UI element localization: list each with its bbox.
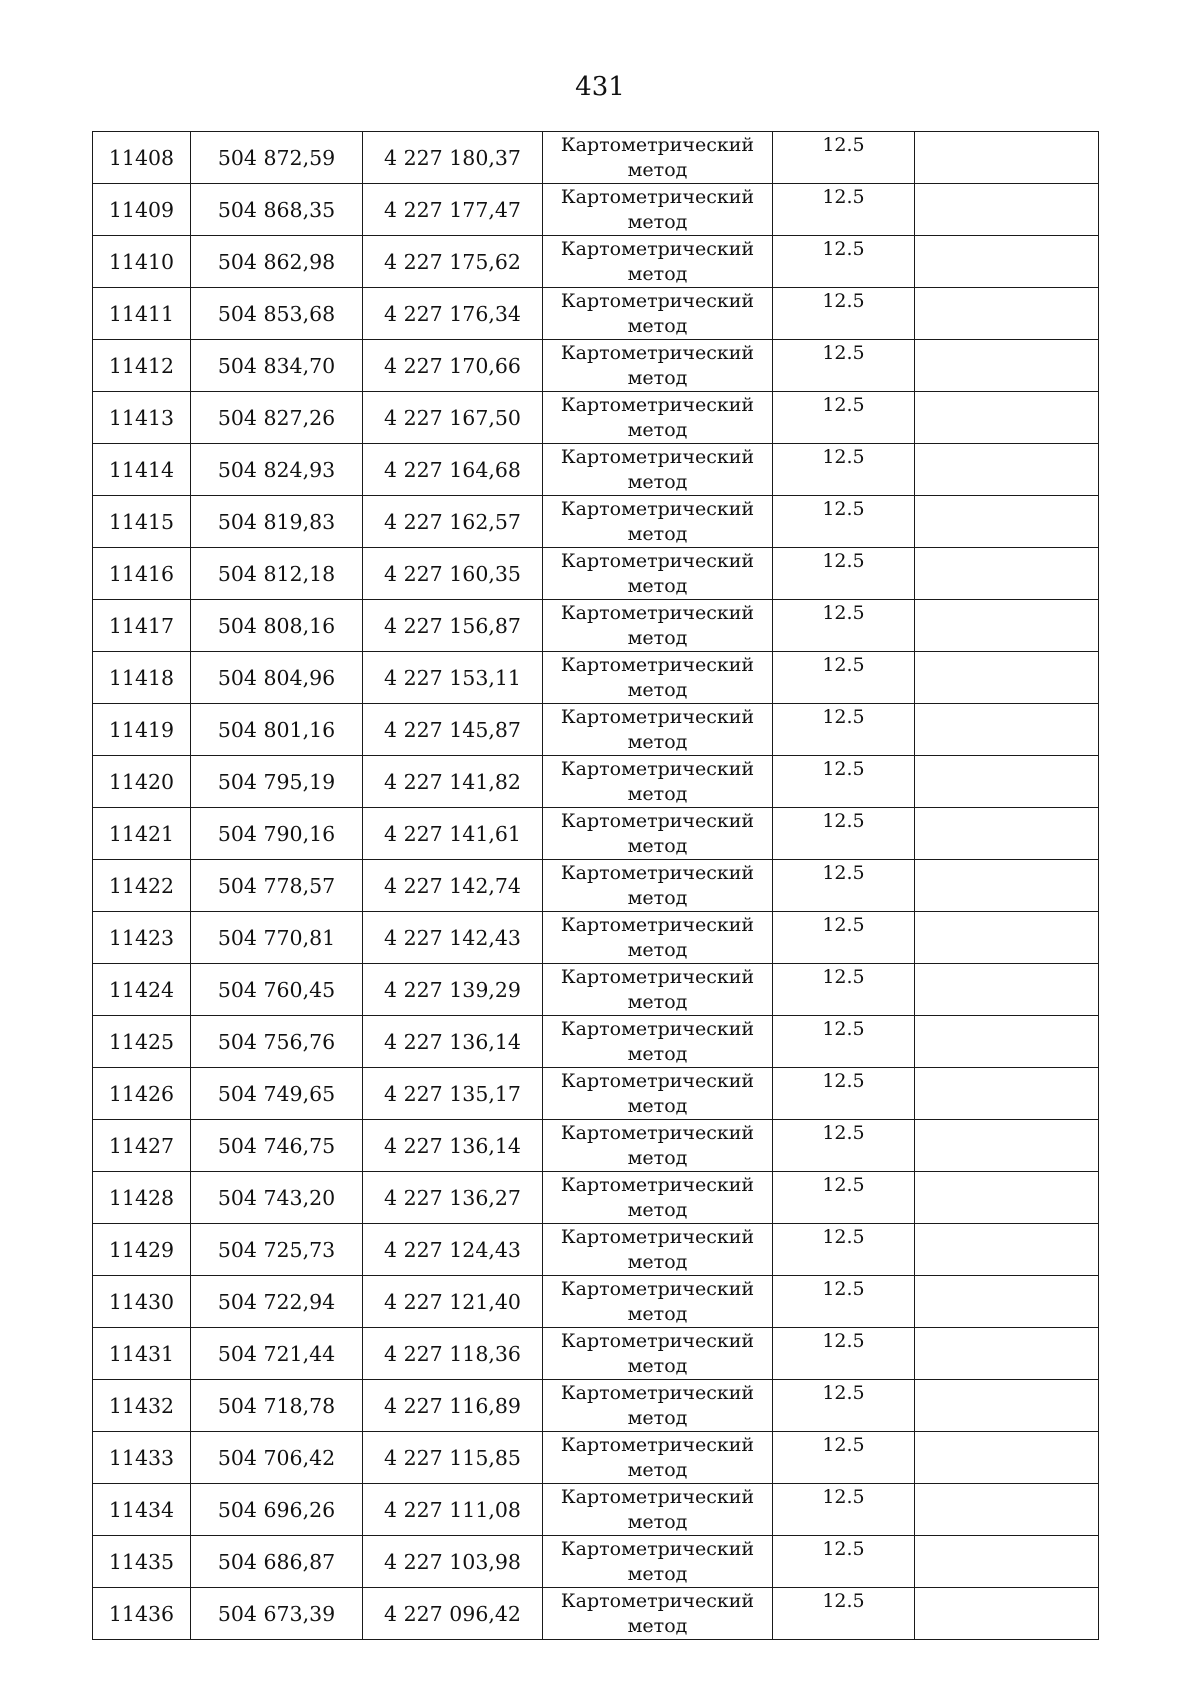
method-text-line: Картометрический bbox=[560, 1174, 755, 1196]
note-cell bbox=[915, 1588, 1099, 1640]
x-coordinate-cell: 504 725,73 bbox=[191, 1224, 363, 1276]
point-number-cell: 11413 bbox=[93, 392, 191, 444]
method-text-line: метод bbox=[627, 523, 688, 545]
method-cell bbox=[543, 1276, 773, 1328]
y-coordinate-cell: 4 227 103,98 bbox=[363, 1536, 543, 1588]
table-row bbox=[93, 1536, 1099, 1588]
accuracy-cell: 12.5 bbox=[773, 1120, 915, 1172]
point-number-cell: 11423 bbox=[93, 912, 191, 964]
method-text-line: метод bbox=[627, 1563, 688, 1585]
point-number-cell: 11432 bbox=[93, 1380, 191, 1432]
method-text-line: метод bbox=[627, 1615, 688, 1637]
table-row bbox=[93, 392, 1099, 444]
point-number-cell: 11428 bbox=[93, 1172, 191, 1224]
y-coordinate-cell: 4 227 180,37 bbox=[363, 132, 543, 184]
method-cell bbox=[543, 652, 773, 704]
method-text-line: Картометрический bbox=[560, 1382, 755, 1404]
x-coordinate-cell: 504 862,98 bbox=[191, 236, 363, 288]
x-coordinate-cell: 504 819,83 bbox=[191, 496, 363, 548]
note-cell bbox=[915, 704, 1099, 756]
table-row bbox=[93, 964, 1099, 1016]
point-number-cell: 11431 bbox=[93, 1328, 191, 1380]
method-text-line: Картометрический bbox=[560, 550, 755, 572]
method-cell bbox=[543, 1172, 773, 1224]
point-number-cell: 11420 bbox=[93, 756, 191, 808]
method-text-line: Картометрический bbox=[560, 810, 755, 832]
method-text-line: Картометрический bbox=[560, 498, 755, 520]
point-number-cell: 11409 bbox=[93, 184, 191, 236]
y-coordinate-cell: 4 227 139,29 bbox=[363, 964, 543, 1016]
point-number-cell: 11416 bbox=[93, 548, 191, 600]
note-cell bbox=[915, 1016, 1099, 1068]
accuracy-cell: 12.5 bbox=[773, 132, 915, 184]
note-cell bbox=[915, 1432, 1099, 1484]
method-cell bbox=[543, 964, 773, 1016]
method-text-line: метод bbox=[627, 1043, 688, 1065]
y-coordinate-cell: 4 227 162,57 bbox=[363, 496, 543, 548]
y-coordinate-cell: 4 227 142,43 bbox=[363, 912, 543, 964]
table-row bbox=[93, 236, 1099, 288]
method-text-line: метод bbox=[627, 991, 688, 1013]
accuracy-cell: 12.5 bbox=[773, 1432, 915, 1484]
note-cell bbox=[915, 236, 1099, 288]
table-row bbox=[93, 1172, 1099, 1224]
note-cell bbox=[915, 1536, 1099, 1588]
method-text-line: метод bbox=[627, 1147, 688, 1169]
accuracy-cell: 12.5 bbox=[773, 1016, 915, 1068]
method-text-line: метод bbox=[627, 783, 688, 805]
accuracy-cell: 12.5 bbox=[773, 808, 915, 860]
method-text-line: Картометрический bbox=[560, 1070, 755, 1092]
method-text-line: Картометрический bbox=[560, 1018, 755, 1040]
point-number-cell: 11434 bbox=[93, 1484, 191, 1536]
note-cell bbox=[915, 1380, 1099, 1432]
y-coordinate-cell: 4 227 164,68 bbox=[363, 444, 543, 496]
note-cell bbox=[915, 1276, 1099, 1328]
table-row bbox=[93, 288, 1099, 340]
method-text-line: Картометрический bbox=[560, 1590, 755, 1612]
method-cell bbox=[543, 392, 773, 444]
note-cell bbox=[915, 340, 1099, 392]
method-text-line: метод bbox=[627, 1251, 688, 1273]
note-cell bbox=[915, 1328, 1099, 1380]
x-coordinate-cell: 504 722,94 bbox=[191, 1276, 363, 1328]
y-coordinate-cell: 4 227 153,11 bbox=[363, 652, 543, 704]
y-coordinate-cell: 4 227 145,87 bbox=[363, 704, 543, 756]
method-text-line: метод bbox=[627, 211, 688, 233]
point-number-cell: 11429 bbox=[93, 1224, 191, 1276]
x-coordinate-cell: 504 872,59 bbox=[191, 132, 363, 184]
method-text-line: Картометрический bbox=[560, 186, 755, 208]
method-cell bbox=[543, 600, 773, 652]
method-text-line: Картометрический bbox=[560, 446, 755, 468]
method-text-line: Картометрический bbox=[560, 1122, 755, 1144]
method-text-line: Картометрический bbox=[560, 1226, 755, 1248]
method-cell bbox=[543, 496, 773, 548]
coordinates-table-body bbox=[93, 132, 1099, 1640]
table-row bbox=[93, 600, 1099, 652]
x-coordinate-cell: 504 746,75 bbox=[191, 1120, 363, 1172]
y-coordinate-cell: 4 227 141,61 bbox=[363, 808, 543, 860]
y-coordinate-cell: 4 227 135,17 bbox=[363, 1068, 543, 1120]
y-coordinate-cell: 4 227 115,85 bbox=[363, 1432, 543, 1484]
x-coordinate-cell: 504 827,26 bbox=[191, 392, 363, 444]
method-text-line: метод bbox=[627, 1199, 688, 1221]
accuracy-cell: 12.5 bbox=[773, 392, 915, 444]
method-cell bbox=[543, 548, 773, 600]
x-coordinate-cell: 504 686,87 bbox=[191, 1536, 363, 1588]
point-number-cell: 11414 bbox=[93, 444, 191, 496]
method-text-line: метод bbox=[627, 835, 688, 857]
accuracy-cell: 12.5 bbox=[773, 236, 915, 288]
method-cell bbox=[543, 704, 773, 756]
table-row bbox=[93, 1224, 1099, 1276]
method-text-line: Картометрический bbox=[560, 342, 755, 364]
method-text-line: метод bbox=[627, 1355, 688, 1377]
method-cell bbox=[543, 1588, 773, 1640]
accuracy-cell: 12.5 bbox=[773, 1224, 915, 1276]
method-text-line: Картометрический bbox=[560, 134, 755, 156]
method-cell bbox=[543, 808, 773, 860]
method-text-line: метод bbox=[627, 575, 688, 597]
y-coordinate-cell: 4 227 142,74 bbox=[363, 860, 543, 912]
method-cell bbox=[543, 132, 773, 184]
x-coordinate-cell: 504 804,96 bbox=[191, 652, 363, 704]
point-number-cell: 11424 bbox=[93, 964, 191, 1016]
point-number-cell: 11421 bbox=[93, 808, 191, 860]
note-cell bbox=[915, 132, 1099, 184]
table-row bbox=[93, 860, 1099, 912]
note-cell bbox=[915, 1484, 1099, 1536]
accuracy-cell: 12.5 bbox=[773, 548, 915, 600]
table-row bbox=[93, 1328, 1099, 1380]
accuracy-cell: 12.5 bbox=[773, 1536, 915, 1588]
method-text-line: Картометрический bbox=[560, 966, 755, 988]
method-cell bbox=[543, 184, 773, 236]
point-number-cell: 11417 bbox=[93, 600, 191, 652]
accuracy-cell: 12.5 bbox=[773, 756, 915, 808]
table-row bbox=[93, 1068, 1099, 1120]
x-coordinate-cell: 504 743,20 bbox=[191, 1172, 363, 1224]
y-coordinate-cell: 4 227 136,27 bbox=[363, 1172, 543, 1224]
y-coordinate-cell: 4 227 096,42 bbox=[363, 1588, 543, 1640]
point-number-cell: 11426 bbox=[93, 1068, 191, 1120]
note-cell bbox=[915, 1120, 1099, 1172]
accuracy-cell: 12.5 bbox=[773, 860, 915, 912]
note-cell bbox=[915, 392, 1099, 444]
method-text-line: метод bbox=[627, 1407, 688, 1429]
point-number-cell: 11435 bbox=[93, 1536, 191, 1588]
method-text-line: Картометрический bbox=[560, 654, 755, 676]
x-coordinate-cell: 504 749,65 bbox=[191, 1068, 363, 1120]
table-row bbox=[93, 704, 1099, 756]
method-text-line: Картометрический bbox=[560, 862, 755, 884]
point-number-cell: 11411 bbox=[93, 288, 191, 340]
x-coordinate-cell: 504 853,68 bbox=[191, 288, 363, 340]
method-text-line: метод bbox=[627, 627, 688, 649]
note-cell bbox=[915, 184, 1099, 236]
accuracy-cell: 12.5 bbox=[773, 600, 915, 652]
note-cell bbox=[915, 912, 1099, 964]
x-coordinate-cell: 504 673,39 bbox=[191, 1588, 363, 1640]
accuracy-cell: 12.5 bbox=[773, 964, 915, 1016]
point-number-cell: 11410 bbox=[93, 236, 191, 288]
x-coordinate-cell: 504 706,42 bbox=[191, 1432, 363, 1484]
method-cell bbox=[543, 288, 773, 340]
method-text-line: метод bbox=[627, 679, 688, 701]
method-cell bbox=[543, 912, 773, 964]
accuracy-cell: 12.5 bbox=[773, 288, 915, 340]
accuracy-cell: 12.5 bbox=[773, 1484, 915, 1536]
method-text-line: Картометрический bbox=[560, 602, 755, 624]
method-cell bbox=[543, 1380, 773, 1432]
x-coordinate-cell: 504 801,16 bbox=[191, 704, 363, 756]
method-text-line: метод bbox=[627, 1459, 688, 1481]
table-row bbox=[93, 1120, 1099, 1172]
method-text-line: метод bbox=[627, 731, 688, 753]
y-coordinate-cell: 4 227 121,40 bbox=[363, 1276, 543, 1328]
note-cell bbox=[915, 860, 1099, 912]
x-coordinate-cell: 504 868,35 bbox=[191, 184, 363, 236]
point-number-cell: 11430 bbox=[93, 1276, 191, 1328]
y-coordinate-cell: 4 227 124,43 bbox=[363, 1224, 543, 1276]
note-cell bbox=[915, 1172, 1099, 1224]
method-cell bbox=[543, 860, 773, 912]
point-number-cell: 11408 bbox=[93, 132, 191, 184]
accuracy-cell: 12.5 bbox=[773, 1588, 915, 1640]
table-row bbox=[93, 132, 1099, 184]
table-row bbox=[93, 808, 1099, 860]
method-cell bbox=[543, 1432, 773, 1484]
x-coordinate-cell: 504 778,57 bbox=[191, 860, 363, 912]
x-coordinate-cell: 504 721,44 bbox=[191, 1328, 363, 1380]
method-text-line: Картометрический bbox=[560, 758, 755, 780]
point-number-cell: 11433 bbox=[93, 1432, 191, 1484]
note-cell bbox=[915, 444, 1099, 496]
x-coordinate-cell: 504 824,93 bbox=[191, 444, 363, 496]
point-number-cell: 11415 bbox=[93, 496, 191, 548]
method-cell bbox=[543, 1224, 773, 1276]
table-row bbox=[93, 1588, 1099, 1640]
table-row bbox=[93, 1016, 1099, 1068]
accuracy-cell: 12.5 bbox=[773, 1068, 915, 1120]
accuracy-cell: 12.5 bbox=[773, 340, 915, 392]
point-number-cell: 11425 bbox=[93, 1016, 191, 1068]
table-row bbox=[93, 1380, 1099, 1432]
x-coordinate-cell: 504 770,81 bbox=[191, 912, 363, 964]
method-text-line: метод bbox=[627, 471, 688, 493]
note-cell bbox=[915, 1224, 1099, 1276]
note-cell bbox=[915, 1068, 1099, 1120]
note-cell bbox=[915, 288, 1099, 340]
note-cell bbox=[915, 496, 1099, 548]
point-number-cell: 11427 bbox=[93, 1120, 191, 1172]
note-cell bbox=[915, 808, 1099, 860]
x-coordinate-cell: 504 834,70 bbox=[191, 340, 363, 392]
x-coordinate-cell: 504 808,16 bbox=[191, 600, 363, 652]
method-text-line: метод bbox=[627, 1511, 688, 1533]
method-text-line: Картометрический bbox=[560, 1434, 755, 1456]
method-cell bbox=[543, 1068, 773, 1120]
method-text-line: Картометрический bbox=[560, 1278, 755, 1300]
y-coordinate-cell: 4 227 176,34 bbox=[363, 288, 543, 340]
x-coordinate-cell: 504 790,16 bbox=[191, 808, 363, 860]
method-text-line: Картометрический bbox=[560, 1538, 755, 1560]
page-number: 431 bbox=[575, 72, 625, 102]
accuracy-cell: 12.5 bbox=[773, 496, 915, 548]
accuracy-cell: 12.5 bbox=[773, 704, 915, 756]
method-text-line: метод bbox=[627, 367, 688, 389]
table-row bbox=[93, 1484, 1099, 1536]
y-coordinate-cell: 4 227 111,08 bbox=[363, 1484, 543, 1536]
accuracy-cell: 12.5 bbox=[773, 1328, 915, 1380]
table-row bbox=[93, 184, 1099, 236]
accuracy-cell: 12.5 bbox=[773, 1380, 915, 1432]
table-row bbox=[93, 652, 1099, 704]
table-row bbox=[93, 1276, 1099, 1328]
accuracy-cell: 12.5 bbox=[773, 912, 915, 964]
method-text-line: метод bbox=[627, 159, 688, 181]
accuracy-cell: 12.5 bbox=[773, 184, 915, 236]
method-text-line: метод bbox=[627, 1303, 688, 1325]
note-cell bbox=[915, 964, 1099, 1016]
method-cell bbox=[543, 1484, 773, 1536]
x-coordinate-cell: 504 718,78 bbox=[191, 1380, 363, 1432]
point-number-cell: 11436 bbox=[93, 1588, 191, 1640]
note-cell bbox=[915, 548, 1099, 600]
table-row bbox=[93, 444, 1099, 496]
method-text-line: Картометрический bbox=[560, 706, 755, 728]
table-row bbox=[93, 340, 1099, 392]
table-row bbox=[93, 756, 1099, 808]
accuracy-cell: 12.5 bbox=[773, 444, 915, 496]
method-text-line: метод bbox=[627, 315, 688, 337]
x-coordinate-cell: 504 760,45 bbox=[191, 964, 363, 1016]
y-coordinate-cell: 4 227 156,87 bbox=[363, 600, 543, 652]
x-coordinate-cell: 504 696,26 bbox=[191, 1484, 363, 1536]
method-cell bbox=[543, 756, 773, 808]
y-coordinate-cell: 4 227 177,47 bbox=[363, 184, 543, 236]
method-text-line: Картометрический bbox=[560, 1486, 755, 1508]
table-row bbox=[93, 496, 1099, 548]
accuracy-cell: 12.5 bbox=[773, 1172, 915, 1224]
y-coordinate-cell: 4 227 118,36 bbox=[363, 1328, 543, 1380]
coordinates-table bbox=[92, 131, 1099, 1640]
method-text-line: Картометрический bbox=[560, 290, 755, 312]
y-coordinate-cell: 4 227 175,62 bbox=[363, 236, 543, 288]
method-text-line: метод bbox=[627, 939, 688, 961]
point-number-cell: 11419 bbox=[93, 704, 191, 756]
y-coordinate-cell: 4 227 167,50 bbox=[363, 392, 543, 444]
accuracy-cell: 12.5 bbox=[773, 1276, 915, 1328]
x-coordinate-cell: 504 756,76 bbox=[191, 1016, 363, 1068]
method-cell bbox=[543, 236, 773, 288]
y-coordinate-cell: 4 227 170,66 bbox=[363, 340, 543, 392]
method-text-line: метод bbox=[627, 1095, 688, 1117]
y-coordinate-cell: 4 227 136,14 bbox=[363, 1016, 543, 1068]
x-coordinate-cell: 504 812,18 bbox=[191, 548, 363, 600]
note-cell bbox=[915, 756, 1099, 808]
method-text-line: Картометрический bbox=[560, 238, 755, 260]
method-text-line: метод bbox=[627, 419, 688, 441]
note-cell bbox=[915, 652, 1099, 704]
method-cell bbox=[543, 1536, 773, 1588]
method-text-line: Картометрический bbox=[560, 914, 755, 936]
note-cell bbox=[915, 600, 1099, 652]
method-cell bbox=[543, 1016, 773, 1068]
method-cell bbox=[543, 340, 773, 392]
point-number-cell: 11422 bbox=[93, 860, 191, 912]
table-row bbox=[93, 1432, 1099, 1484]
y-coordinate-cell: 4 227 141,82 bbox=[363, 756, 543, 808]
table-row bbox=[93, 548, 1099, 600]
method-cell bbox=[543, 1328, 773, 1380]
method-text-line: Картометрический bbox=[560, 1330, 755, 1352]
x-coordinate-cell: 504 795,19 bbox=[191, 756, 363, 808]
y-coordinate-cell: 4 227 160,35 bbox=[363, 548, 543, 600]
accuracy-cell: 12.5 bbox=[773, 652, 915, 704]
method-cell bbox=[543, 444, 773, 496]
point-number-cell: 11412 bbox=[93, 340, 191, 392]
y-coordinate-cell: 4 227 136,14 bbox=[363, 1120, 543, 1172]
method-text-line: Картометрический bbox=[560, 394, 755, 416]
table-row bbox=[93, 912, 1099, 964]
point-number-cell: 11418 bbox=[93, 652, 191, 704]
method-cell bbox=[543, 1120, 773, 1172]
y-coordinate-cell: 4 227 116,89 bbox=[363, 1380, 543, 1432]
method-text-line: метод bbox=[627, 887, 688, 909]
method-text-line: метод bbox=[627, 263, 688, 285]
